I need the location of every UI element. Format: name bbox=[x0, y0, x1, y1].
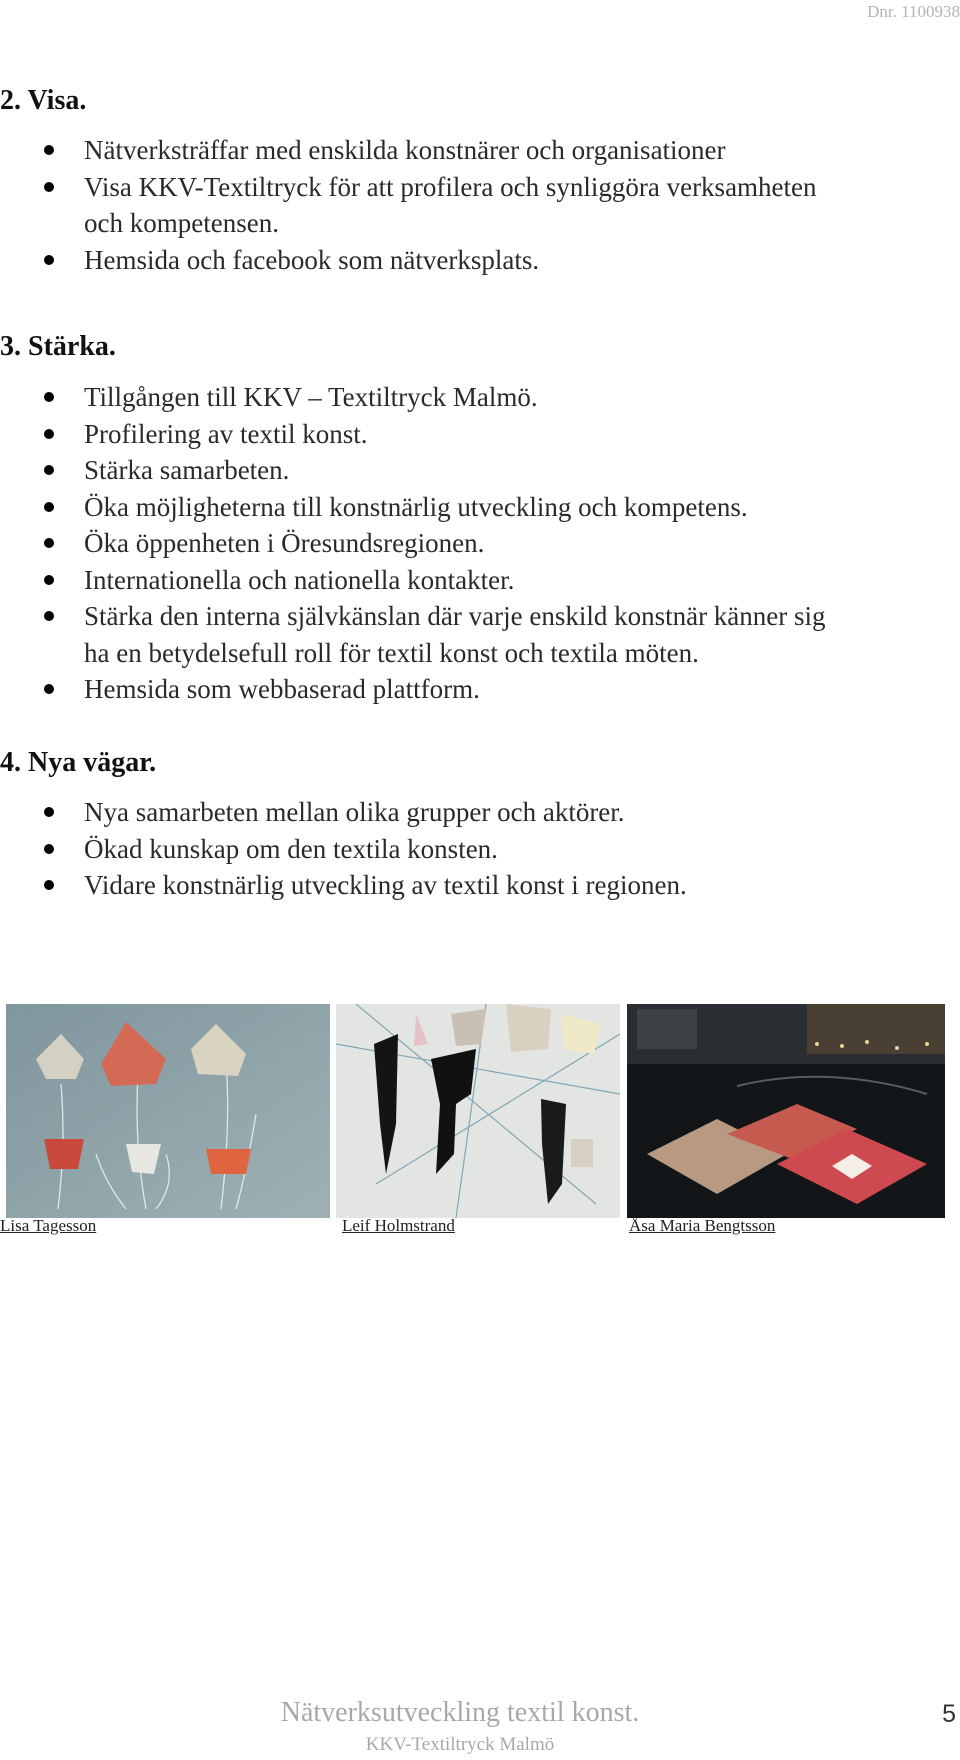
footer-subtitle: KKV-Textiltryck Malmö bbox=[365, 1734, 555, 1755]
photo-caption-leif-holmstrand: Leif Holmstrand bbox=[342, 1216, 455, 1235]
list-item: Tillgången till KKV – Textiltryck Malmö. bbox=[42, 379, 942, 416]
footer-title: Nätverksutveckling textil konst. bbox=[280, 1697, 640, 1728]
section-heading-visa: 2. Visa. bbox=[0, 85, 87, 116]
photo-caption-asa-maria-bengtsson: Åsa Maria Bengtsson bbox=[629, 1216, 776, 1235]
list-item: Profilering av textil konst. bbox=[42, 416, 942, 453]
list-item: Visa KKV-Textiltryck för att profilera och synliggöra verksamheten och kompetensen. bbox=[42, 169, 942, 242]
photo-textile-sculptures bbox=[6, 1004, 330, 1218]
photo-black-textiles bbox=[336, 1004, 620, 1218]
section-heading-starka: 3. Stärka. bbox=[0, 331, 116, 362]
list-item: Hemsida som webbaserad plattform. bbox=[42, 671, 942, 708]
list-item: Öka öppenheten i Öresundsregionen. bbox=[42, 525, 942, 562]
bullet-list-starka bbox=[42, 379, 942, 708]
document-number: Dnr. 1100938 bbox=[867, 2, 960, 21]
photo-caption-lisa-tagesson: Lisa Tagesson bbox=[0, 1216, 97, 1235]
list-item: Öka möjligheterna till konstnärlig utveckling och kompetens. bbox=[42, 489, 942, 526]
list-item: Ökad kunskap om den textila konsten. bbox=[42, 831, 942, 868]
bullet-list-nya-vagar bbox=[42, 794, 942, 904]
list-item: Hemsida och facebook som nätverksplats. bbox=[42, 242, 942, 279]
page-number: 5 bbox=[942, 1700, 956, 1728]
list-item: Stärka samarbeten. bbox=[42, 452, 942, 489]
list-item: Internationella och nationella kontakter. bbox=[42, 562, 942, 599]
list-item: Nya samarbeten mellan olika grupper och aktörer. bbox=[42, 794, 942, 831]
list-item: Vidare konstnärlig utveckling av textil konst i regionen. bbox=[42, 867, 942, 904]
bullet-list-visa bbox=[42, 132, 942, 278]
list-item: Nätverksträffar med enskilda konstnärer och organisationer bbox=[42, 132, 942, 169]
section-heading-nya-vagar: 4. Nya vägar. bbox=[0, 747, 157, 778]
photo-carpets-night bbox=[627, 1004, 945, 1218]
list-item: Stärka den interna självkänslan där varje enskild konstnär känner sig ha en betydelsefull roll för textil konst och textila möten. bbox=[42, 598, 942, 671]
